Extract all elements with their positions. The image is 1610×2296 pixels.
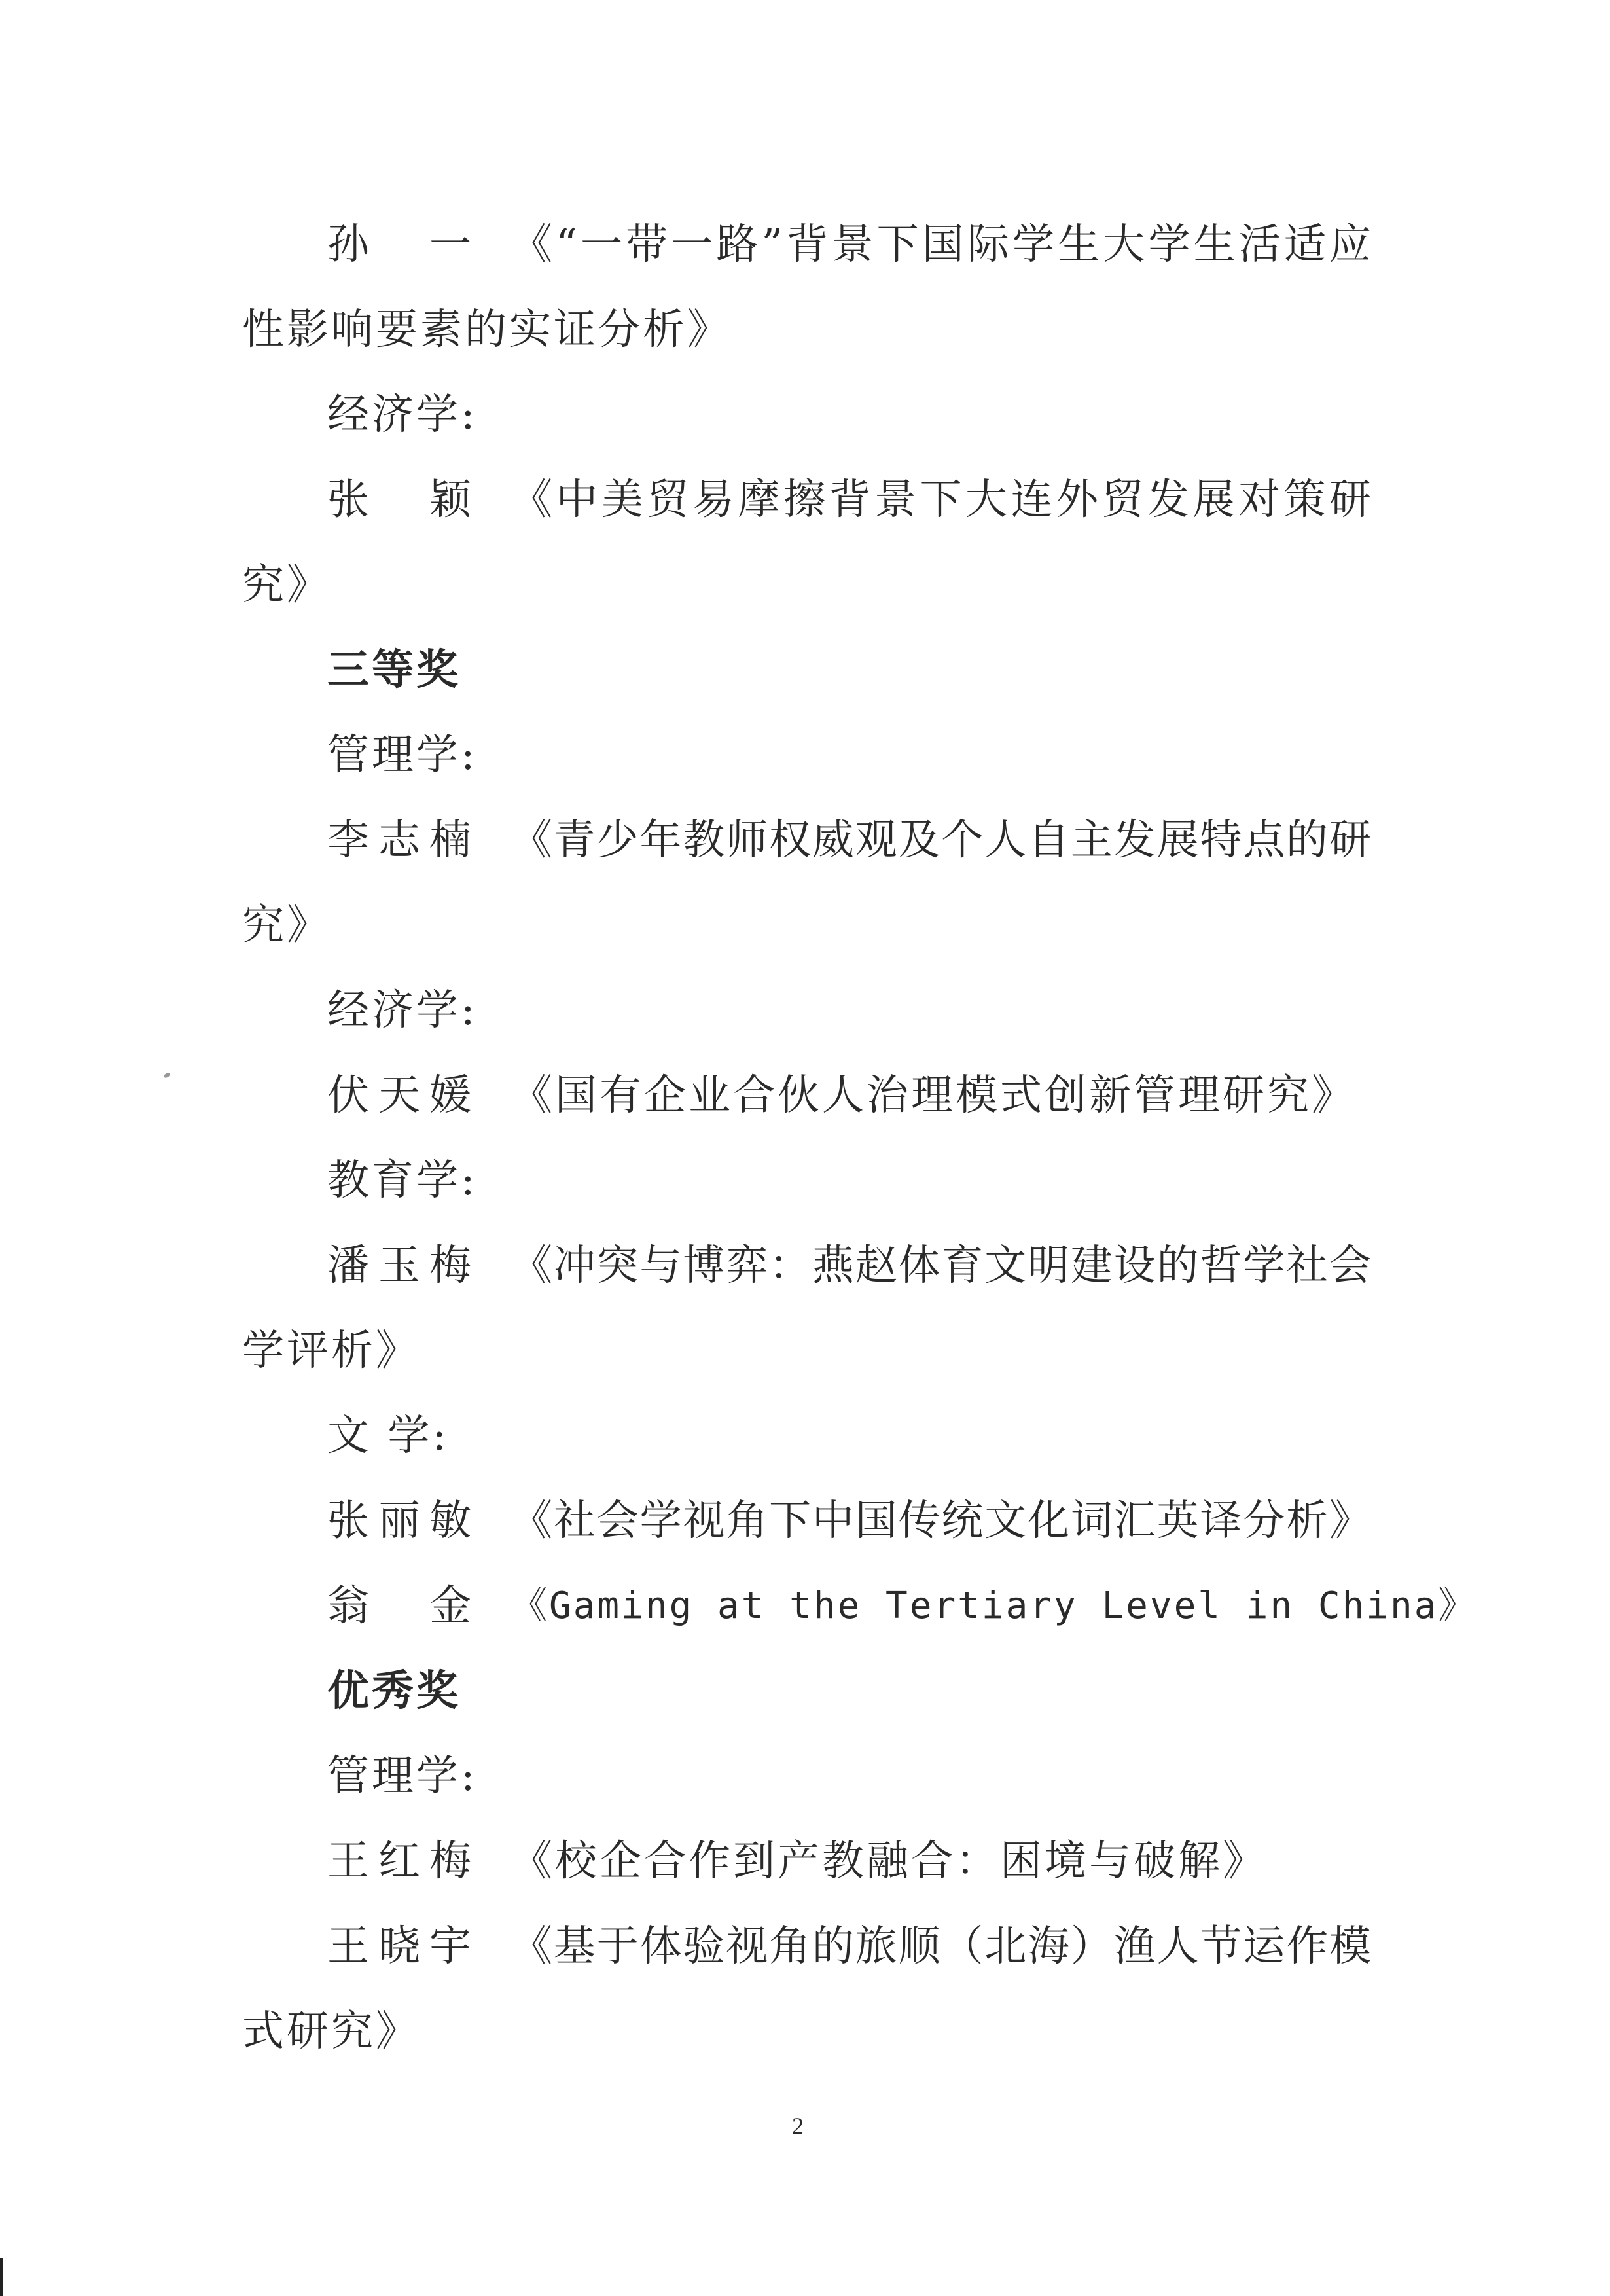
author-name [327, 1837, 471, 1886]
prize-heading: 三等奖 [327, 645, 461, 694]
paper-title-line-1: 《中美贸易摩擦背景下大连外贸发展对策研 [510, 476, 1371, 524]
category-heading: 经济学: [327, 986, 478, 1035]
name-char: 玉 [378, 1242, 420, 1290]
author-name [327, 1241, 471, 1291]
scan-speck [163, 1072, 171, 1079]
category-heading: 教育学: [327, 1157, 478, 1205]
name-char: 张 [327, 476, 369, 524]
name-char: 金 [429, 1582, 471, 1630]
name-char: 潘 [327, 1242, 369, 1290]
name-char: 梅 [429, 1837, 471, 1886]
paper-title-line-2: 性影响要素的实证分析》 [242, 306, 732, 354]
paper-title-line-1: 《校企合作到产教融合：困境与破解》 [510, 1837, 1267, 1886]
name-char: 孙 [327, 221, 369, 269]
category-heading: 文 学: [327, 1412, 449, 1460]
name-char: 王 [327, 1922, 369, 1971]
name-char: 天 [378, 1071, 420, 1120]
paper-title-line-2: 式研究》 [242, 2007, 420, 2056]
author-name [327, 1581, 471, 1631]
paper-title-line-2: 究》 [242, 561, 331, 609]
category-heading: 管理学: [327, 731, 478, 780]
name-char: 梅 [429, 1242, 471, 1290]
name-char: 红 [378, 1837, 420, 1886]
paper-title-line-1: 《社会学视角下中国传统文化词汇英译分析》 [510, 1497, 1371, 1545]
name-char: 颖 [429, 476, 471, 524]
paper-title-line-1: 《“一带一路”背景下国际学生大学生活适应 [510, 221, 1371, 269]
author-name [327, 1071, 471, 1121]
author-name [327, 475, 471, 525]
name-char: 媛 [429, 1071, 471, 1120]
name-char: 丽 [378, 1497, 420, 1545]
paper-title-line-2: 究》 [242, 901, 331, 950]
name-char: 一 [429, 221, 471, 269]
author-name [327, 1496, 471, 1546]
paper-title-line-1: 《青少年教师权威观及个人自主发展特点的研 [510, 816, 1371, 865]
name-char: 宇 [429, 1922, 471, 1971]
scan-edge-mark [0, 2258, 3, 2296]
author-name [327, 816, 471, 865]
author-name [327, 220, 471, 270]
category-heading: 经济学: [327, 391, 478, 439]
name-char: 李 [327, 816, 369, 865]
name-char: 晓 [378, 1922, 420, 1971]
author-name [327, 1922, 471, 1971]
name-char: 楠 [429, 816, 471, 865]
paper-title-line-1: 《冲突与博弈：燕赵体育文明建设的哲学社会 [510, 1242, 1371, 1290]
name-char: 伏 [327, 1071, 369, 1120]
name-char: 敏 [429, 1497, 471, 1545]
name-char: 翁 [327, 1582, 369, 1630]
paper-title-line-1: 《Gaming at the Tertiary Level in China》 [510, 1585, 1477, 1627]
paper-title-line-1: 《国有企业合伙人治理模式创新管理研究》 [510, 1071, 1356, 1120]
paper-title-line-1: 《基于体验视角的旅顺（北海）渔人节运作模 [510, 1922, 1371, 1971]
page-number: 2 [792, 2113, 804, 2139]
name-char: 志 [378, 816, 420, 865]
name-char: 张 [327, 1497, 369, 1545]
name-char: 王 [327, 1837, 369, 1886]
paper-title-line-2: 学评析》 [242, 1327, 420, 1375]
prize-heading: 优秀奖 [327, 1666, 461, 1715]
category-heading: 管理学: [327, 1752, 478, 1801]
